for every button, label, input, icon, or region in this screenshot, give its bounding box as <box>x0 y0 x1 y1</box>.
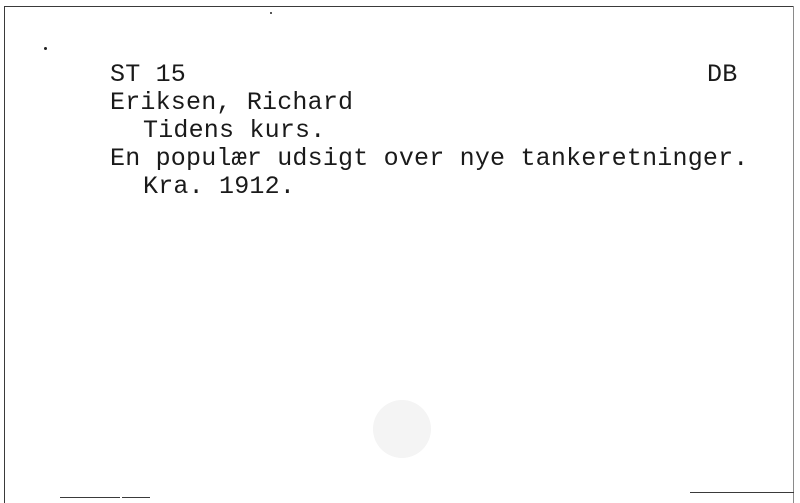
card-right-edge <box>793 6 794 503</box>
book-subtitle: En populær udsigt over nye tankeretninger. <box>110 144 749 173</box>
collection-code: DB <box>707 60 738 89</box>
imprint: Kra. 1912. <box>143 172 296 201</box>
punch-hole <box>373 400 431 458</box>
card-bottom-edge-segment <box>690 492 794 493</box>
author-name: Eriksen, Richard <box>110 88 354 117</box>
card-bottom-edge-segment <box>60 497 120 498</box>
card-left-edge <box>4 6 5 503</box>
shelf-mark: ST 15 <box>110 60 187 89</box>
book-title: Tidens kurs. <box>143 116 326 145</box>
scan-speck <box>44 47 47 50</box>
card-top-edge <box>4 6 794 7</box>
scan-speck <box>270 12 272 14</box>
card-bottom-edge-segment <box>122 497 150 498</box>
